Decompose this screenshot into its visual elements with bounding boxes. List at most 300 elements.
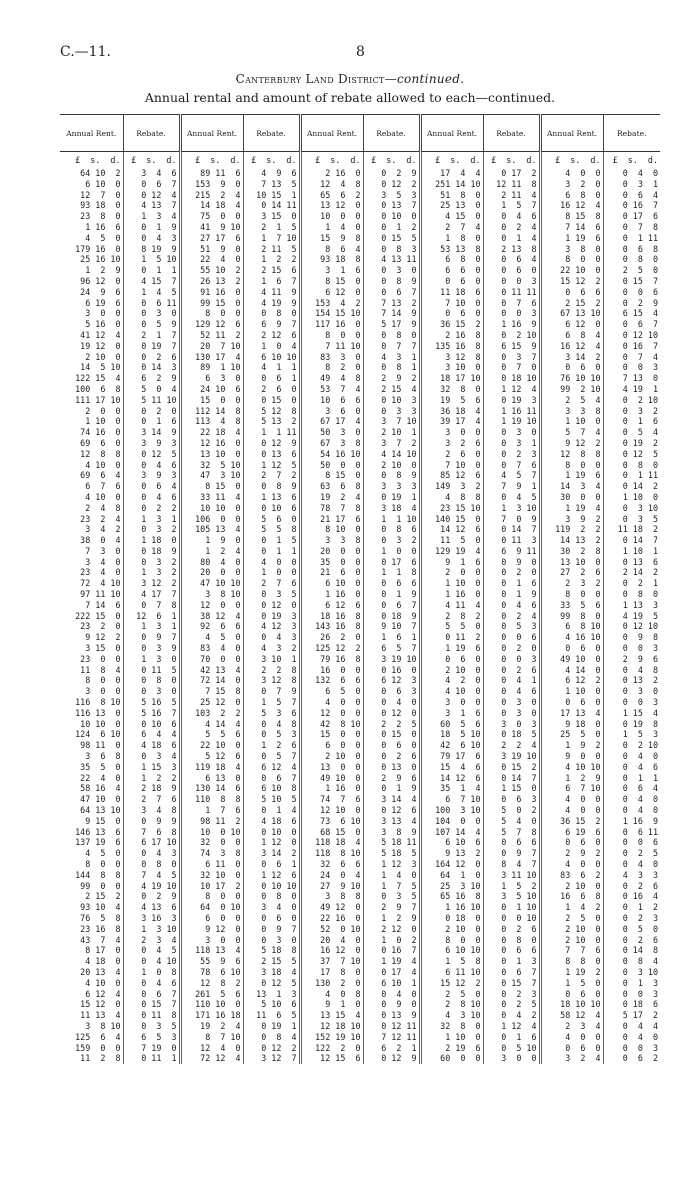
annual-rent-cell: 2 16 0 <box>300 168 363 179</box>
rebate-cell: 0 19 3 <box>483 395 540 406</box>
rebate-cell: 0 2 10 <box>603 395 660 406</box>
rebate-cell: 0 2 6 <box>483 924 540 935</box>
annual-rent-cell: 18 5 10 <box>420 729 483 740</box>
annual-rent-cell: 6 8 0 <box>420 254 483 265</box>
annual-rent-cell: 21 17 6 <box>300 514 363 525</box>
rebate-cell: 0 16 0 <box>363 665 420 676</box>
rebate-cell: 4 17 7 <box>123 589 180 600</box>
rebate-cell: 0 15 7 <box>483 978 540 989</box>
annual-rent-cell: 152 19 10 <box>300 1032 363 1043</box>
annual-rent-cell: 4 5 0 <box>180 632 243 643</box>
rebate-cell: 0 1 6 <box>483 578 540 589</box>
annual-rent-cell: 37 7 10 <box>300 956 363 967</box>
annual-rent-cell: 12 8 8 <box>540 449 603 460</box>
rebate-cell: 0 9 7 <box>123 632 180 643</box>
annual-rent-cell: 35 0 0 <box>300 557 363 568</box>
annual-rent-cell: 30 2 8 <box>540 546 603 557</box>
annual-rent-cell: 24 0 4 <box>300 870 363 881</box>
annual-rent-cell: 113 4 8 <box>180 416 243 427</box>
rebate-cell: 0 6 11 <box>603 827 660 838</box>
rebate-cell: 6 10 10 <box>243 352 300 363</box>
rebate-cell: 0 6 7 <box>483 967 540 978</box>
rebate-cell: 4 18 6 <box>123 740 180 751</box>
annual-rent-cell: 8 7 10 <box>180 1032 243 1043</box>
rebate-cell: 1 13 3 <box>603 600 660 611</box>
annual-rent-cell: 4 8 8 <box>420 492 483 503</box>
rebate-cell: 4 1 1 <box>243 362 300 373</box>
rebate-cell: 0 12 5 <box>603 449 660 460</box>
rebate-cell: 0 11 1 <box>123 1053 180 1064</box>
rebate-cell: 0 10 6 <box>123 719 180 730</box>
rebate-cell: 0 4 5 <box>483 492 540 503</box>
rebate-cell: 0 14 2 <box>603 481 660 492</box>
rebate-cell: 3 14 2 <box>243 848 300 859</box>
rebate-cell: 5 18 5 <box>363 848 420 859</box>
rebate-cell: 0 2 5 <box>603 848 660 859</box>
annual-rent-cell: 98 11 0 <box>80 740 121 751</box>
rebate-cell: 2 9 6 <box>603 654 660 665</box>
rebate-cell: 0 9 7 <box>243 924 300 935</box>
annual-rent-cell: 15 0 0 <box>180 395 243 406</box>
annual-rent-cell: 22 10 0 <box>180 740 243 751</box>
rebate-cell: 7 13 0 <box>603 373 660 384</box>
rebate-cell: 0 7 8 <box>603 222 660 233</box>
annual-rent-cell: 4 14 0 <box>540 665 603 676</box>
rebate-cell: 13 1 3 <box>243 989 300 1000</box>
rebate-cell: 0 6 1 <box>243 859 300 870</box>
annual-rent-cell: 215 2 4 <box>180 190 243 201</box>
annual-rent-cell: 2 3 2 <box>540 578 603 589</box>
annual-rent-cell: 19 2 4 <box>180 1021 243 1032</box>
rebate-cell: 5 10 6 <box>243 999 300 1010</box>
rebate-cell: 0 18 10 <box>483 373 540 384</box>
rebate-cell: 0 4 0 <box>603 859 660 870</box>
table-row <box>60 200 660 211</box>
annual-rent-cell: 15 12 0 <box>80 999 121 1010</box>
annual-rent-cell: 6 7 10 <box>540 783 603 794</box>
annual-rent-cell: 1 10 0 <box>420 578 483 589</box>
rebate-cell: 1 3 1 <box>123 621 180 632</box>
annual-rent-cell: 20 0 0 <box>180 567 243 578</box>
rebate-cell: 0 13 0 <box>363 762 420 773</box>
annual-rent-cell: 164 12 0 <box>420 859 483 870</box>
annual-rent-cell: 3 8 10 <box>180 589 243 600</box>
rebate-cell: 0 2 4 <box>483 222 540 233</box>
annual-rent-cell: 89 1 10 <box>180 362 243 373</box>
annual-rent-cell: 85 12 6 <box>420 470 483 481</box>
rebate-cell: 0 6 0 <box>363 740 420 751</box>
rebate-cell: 1 5 3 <box>603 729 660 740</box>
rebate-cell: 0 5 3 <box>243 729 300 740</box>
rebate-cell: 0 6 2 <box>603 1053 660 1064</box>
table-row <box>60 460 660 471</box>
annual-rent-cell: 6 7 10 <box>420 794 483 805</box>
rebate-cell: 4 0 0 <box>243 557 300 568</box>
rebate-cell: 0 7 6 <box>483 460 540 471</box>
annual-rent-cell: 116 8 10 <box>75 697 121 708</box>
annual-rent-cell: 9 0 0 <box>540 751 603 762</box>
rebate-cell: 2 3 4 <box>123 935 180 946</box>
annual-rent-cell: 125 12 2 <box>300 643 363 654</box>
annual-rent-cell: 55 9 6 <box>180 956 243 967</box>
rebate-cell: 6 5 3 <box>123 1032 180 1043</box>
annual-rent-cell: 8 8 0 <box>540 956 603 967</box>
annual-rent-cell: 12 7 0 <box>80 189 121 200</box>
rebate-cell: 0 4 6 <box>483 211 540 222</box>
table-body <box>60 152 660 1065</box>
annual-rent-cell: 8 0 0 <box>180 891 243 902</box>
table-row <box>60 924 660 935</box>
rebate-cell: 7 4 5 <box>123 870 180 881</box>
table-row <box>60 168 660 179</box>
rebate-cell: 6 17 10 <box>123 837 180 848</box>
rebate-cell: 0 3 2 <box>603 406 660 417</box>
rebate-cell: 0 3 0 <box>363 265 420 276</box>
rebate-cell: 0 15 0 <box>243 395 300 406</box>
annual-rent-cell: 18 16 8 <box>300 611 363 622</box>
annual-rent-cell: 105 13 4 <box>180 524 243 535</box>
rebate-cell: 11 6 5 <box>243 1010 300 1021</box>
rebate-cell: 0 1 10 <box>483 902 540 913</box>
annual-rent-cell: 39 17 4 <box>420 416 483 427</box>
rebate-cell: 2 7 2 <box>243 470 300 481</box>
annual-rent-cell: 10 10 0 <box>80 718 121 729</box>
rebate-cell: 2 7 6 <box>243 578 300 589</box>
rebate-cell: 0 1 5 <box>243 535 300 546</box>
annual-rent-cell: 79 17 6 <box>420 751 483 762</box>
table-row <box>60 589 660 600</box>
annual-rent-cell: 3 14 2 <box>540 352 603 363</box>
rebate-cell: 2 11 4 <box>483 190 540 201</box>
annual-rent-cell: 4 5 0 <box>85 848 121 859</box>
annual-rent-cell: 4 16 10 <box>540 632 603 643</box>
rebate-cell: 0 2 0 <box>123 406 180 417</box>
table-row <box>60 762 660 773</box>
rebate-cell: 0 3 0 <box>483 427 540 438</box>
annual-rent-cell: 6 0 0 <box>180 913 243 924</box>
annual-rent-cell: 64 0 10 <box>180 902 243 913</box>
rebate-cell: 0 3 0 <box>243 935 300 946</box>
annual-rent-cell: 32 8 0 <box>420 1021 483 1032</box>
rebate-cell: 0 3 5 <box>123 1021 180 1032</box>
rebate-cell: 0 8 4 <box>243 1032 300 1043</box>
rebate-cell: 0 2 5 <box>483 999 540 1010</box>
rebate-cell: 3 14 9 <box>123 427 180 438</box>
rebate-cell: 0 6 4 <box>603 190 660 201</box>
rebate-table <box>60 114 660 1064</box>
annual-rent-cell: 0 11 2 <box>420 632 483 643</box>
rebate-cell: 0 12 9 <box>363 1053 420 1064</box>
table-row <box>60 492 660 503</box>
annual-rent-cell: 64 13 10 <box>80 805 121 816</box>
annual-rent-cell: 1 19 2 <box>540 967 603 978</box>
annual-rent-cell: 6 12 6 <box>300 600 363 611</box>
rebate-cell: 4 19 5 <box>603 611 660 622</box>
rebate-cell: 0 2 3 <box>603 913 660 924</box>
rebate-cell: 1 5 7 <box>243 697 300 708</box>
annual-rent-cell: 1 16 10 <box>420 902 483 913</box>
rebate-cell: 5 11 10 <box>123 395 180 406</box>
rebate-cell: 0 12 5 <box>243 978 300 989</box>
rebate-cell: 1 6 7 <box>243 276 300 287</box>
annual-rent-cell: 47 3 10 <box>180 470 243 481</box>
units-cell: £ s. d. <box>243 152 300 169</box>
rebate-cell: 0 4 1 <box>483 675 540 686</box>
rebate-cell: 0 8 0 <box>123 859 180 870</box>
annual-rent-cell: 33 11 4 <box>180 492 243 503</box>
annual-rent-cell: 103 2 2 <box>180 708 243 719</box>
rebate-cell: 7 9 1 <box>483 481 540 492</box>
annual-rent-cell: 49 10 0 <box>300 773 363 784</box>
rebate-cell: 0 18 6 <box>603 999 660 1010</box>
annual-rent-cell: 14 12 6 <box>420 524 483 535</box>
rebate-cell: 0 8 3 <box>363 244 420 255</box>
annual-rent-cell: 1 19 4 <box>540 503 603 514</box>
rebate-cell: 0 4 3 <box>123 233 180 244</box>
rebate-cell: 0 5 0 <box>603 924 660 935</box>
rebate-cell: 2 5 0 <box>603 265 660 276</box>
rebate-cell: 1 3 10 <box>123 924 180 935</box>
annual-rent-cell: 23 4 0 <box>80 567 121 578</box>
annual-rent-cell: 12 4 8 <box>300 179 363 190</box>
rebate-cell: 0 1 2 <box>603 902 660 913</box>
annual-rent-cell: 6 3 0 <box>180 373 243 384</box>
annual-rent-cell: 68 15 0 <box>300 827 363 838</box>
table-row <box>60 978 660 989</box>
rebate-cell: 5 17 9 <box>363 319 420 330</box>
table-row <box>60 546 660 557</box>
rebate-cell: 0 3 4 <box>123 751 180 762</box>
annual-rent-cell: 13 10 0 <box>180 449 243 460</box>
rebate-cell: 1 0 0 <box>243 567 300 578</box>
rebate-cell: 0 16 7 <box>363 945 420 956</box>
rebate-cell: 1 15 3 <box>123 762 180 773</box>
annual-rent-cell: 76 5 8 <box>80 912 121 923</box>
rebate-cell: 0 0 3 <box>603 643 660 654</box>
rebate-cell: 0 4 2 <box>483 1010 540 1021</box>
units-cell: £ s. d. <box>483 152 540 169</box>
rebate-cell: 0 1 6 <box>483 1032 540 1043</box>
rebate-cell: 2 10 0 <box>363 460 420 471</box>
rebate-cell: 0 14 7 <box>483 524 540 535</box>
table-row <box>60 837 660 848</box>
rebate-cell: 0 6 1 <box>243 373 300 384</box>
column-header-annual-rent: Annual Rent. <box>300 115 363 152</box>
annual-rent-cell: 8 17 0 <box>85 945 121 956</box>
table-row <box>60 935 660 946</box>
annual-rent-cell: 15 4 6 <box>420 762 483 773</box>
rebate-cell: 0 6 7 <box>363 600 420 611</box>
annual-rent-cell: 6 10 0 <box>300 578 363 589</box>
rebate-cell: 0 10 0 <box>243 827 300 838</box>
annual-rent-cell: 2 15 2 <box>85 891 121 902</box>
rebate-cell: 3 4 8 <box>123 805 180 816</box>
annual-rent-cell: 16 12 0 <box>300 945 363 956</box>
annual-rent-cell: 16 0 0 <box>300 665 363 676</box>
annual-rent-cell: 130 17 4 <box>180 352 243 363</box>
annual-rent-cell: 1 4 0 <box>300 222 363 233</box>
rebate-cell: 0 6 7 <box>123 179 180 190</box>
annual-rent-cell: 6 19 6 <box>540 827 603 838</box>
table-row <box>60 362 660 373</box>
table-row <box>60 632 660 643</box>
annual-rent-cell: 96 12 0 <box>80 275 121 286</box>
rebate-cell: 0 16 4 <box>603 891 660 902</box>
annual-rent-cell: 21 6 0 <box>300 567 363 578</box>
annual-rent-cell: 9 12 2 <box>85 632 121 643</box>
rebate-cell: 0 0 6 <box>483 632 540 643</box>
annual-rent-cell: 1 16 0 <box>300 783 363 794</box>
annual-rent-cell: 3 3 8 <box>300 535 363 546</box>
rebate-cell: 2 15 6 <box>243 265 300 276</box>
table-row <box>60 179 660 190</box>
annual-rent-cell: 179 16 0 <box>75 243 121 254</box>
rebate-cell: 0 1 9 <box>363 589 420 600</box>
column-header-annual-rent: Annual Rent. <box>60 115 123 152</box>
rebate-cell: 0 8 9 <box>243 481 300 492</box>
rebate-cell: 0 1 3 <box>483 956 540 967</box>
rebate-cell: 0 15 0 <box>363 729 420 740</box>
annual-rent-cell: 74 7 6 <box>300 794 363 805</box>
annual-rent-cell: 6 12 0 <box>540 319 603 330</box>
annual-rent-cell: 1 10 0 <box>420 1032 483 1043</box>
annual-rent-cell: 137 19 6 <box>75 837 121 848</box>
rebate-cell: 6 9 7 <box>243 319 300 330</box>
annual-rent-cell: 9 1 6 <box>420 557 483 568</box>
annual-rent-cell: 99 15 0 <box>180 298 243 309</box>
rebate-cell: 2 13 8 <box>483 244 540 255</box>
annual-rent-cell: 43 7 4 <box>80 934 121 945</box>
rebate-cell: 3 4 0 <box>243 902 300 913</box>
annual-rent-cell: 8 0 0 <box>300 330 363 341</box>
rebate-cell: 0 4 3 <box>243 632 300 643</box>
table-row <box>60 913 660 924</box>
rebate-cell: 2 1 7 <box>123 330 180 341</box>
annual-rent-cell: 11 2 8 <box>80 1053 121 1064</box>
annual-rent-cell: 70 0 0 <box>180 654 243 665</box>
annual-rent-cell: 72 14 0 <box>180 675 243 686</box>
rebate-cell: 1 12 6 <box>243 870 300 881</box>
rebate-cell: 0 4 8 <box>243 719 300 730</box>
rebate-cell: 0 12 4 <box>123 190 180 201</box>
table-row <box>60 665 660 676</box>
rebate-cell: 6 4 4 <box>123 729 180 740</box>
annual-rent-cell: 3 12 8 <box>420 352 483 363</box>
annual-rent-cell: 18 17 10 <box>420 373 483 384</box>
annual-rent-cell: 4 0 8 <box>300 989 363 1000</box>
rebate-cell: 2 11 5 <box>243 244 300 255</box>
annual-rent-cell: 4 18 0 <box>85 956 121 967</box>
rebate-cell: 2 12 0 <box>363 924 420 935</box>
rebate-cell: 5 7 8 <box>483 827 540 838</box>
table-row <box>60 276 660 287</box>
rebate-cell: 0 6 3 <box>483 794 540 805</box>
rebate-cell: 3 19 10 <box>363 654 420 665</box>
table-row <box>60 438 660 449</box>
section-title <box>0 72 700 86</box>
rebate-cell: 4 5 7 <box>483 470 540 481</box>
rebate-cell: 1 2 2 <box>123 773 180 784</box>
annual-rent-cell: 4 0 0 <box>540 168 603 179</box>
annual-rent-cell: 1 16 0 <box>420 589 483 600</box>
rebate-cell: 1 10 0 <box>603 492 660 503</box>
rebate-cell: 7 13 5 <box>243 179 300 190</box>
annual-rent-cell: 83 6 2 <box>540 870 603 881</box>
annual-rent-cell: 4 0 0 <box>540 794 603 805</box>
annual-rent-cell: 14 13 2 <box>540 535 603 546</box>
table-row <box>60 287 660 298</box>
units-cell: £ s. d. <box>540 152 603 169</box>
rebate-cell: 0 4 6 <box>483 686 540 697</box>
rebate-cell: 0 12 0 <box>363 708 420 719</box>
annual-rent-cell: 11 5 0 <box>420 535 483 546</box>
rebate-cell: 0 1 6 <box>123 416 180 427</box>
rebate-cell: 0 6 6 <box>483 837 540 848</box>
annual-rent-cell: 52 11 2 <box>180 330 243 341</box>
rebate-cell: 0 10 3 <box>363 395 420 406</box>
rebate-cell: 3 9 3 <box>123 438 180 449</box>
annual-rent-cell: 8 15 8 <box>540 211 603 222</box>
annual-rent-cell: 99 0 0 <box>80 880 121 891</box>
annual-rent-cell: 4 15 0 <box>420 211 483 222</box>
rebate-cell: 0 3 5 <box>603 514 660 525</box>
rebate-cell: 0 3 10 <box>603 503 660 514</box>
rebate-cell: 0 11 3 <box>483 535 540 546</box>
annual-rent-cell: 60 0 0 <box>420 1053 483 1064</box>
rebate-cell: 0 7 8 <box>123 600 180 611</box>
annual-rent-cell: 144 8 8 <box>75 869 121 880</box>
rebate-cell: 2 9 7 <box>363 902 420 913</box>
annual-rent-cell: 3 6 0 <box>300 406 363 417</box>
annual-rent-cell: 0 6 6 <box>540 287 603 298</box>
rebate-cell: 4 18 6 <box>243 816 300 827</box>
units-cell: £ s. d. <box>363 152 420 169</box>
rebate-cell: 0 8 0 <box>123 675 180 686</box>
annual-rent-cell: 13 12 0 <box>300 200 363 211</box>
table-row <box>60 427 660 438</box>
rebate-cell: 0 4 10 <box>123 956 180 967</box>
annual-rent-cell: 19 12 0 <box>80 340 121 351</box>
annual-rent-cell: 8 0 0 <box>180 308 243 319</box>
table-row <box>60 740 660 751</box>
annual-rent-cell: 69 6 0 <box>80 437 121 448</box>
annual-rent-cell: 10 17 2 <box>180 881 243 892</box>
annual-rent-cell: 2 0 0 <box>85 405 121 416</box>
annual-rent-cell: 2 10 0 <box>300 751 363 762</box>
table-row <box>60 600 660 611</box>
annual-rent-cell: 18 10 10 <box>540 999 603 1010</box>
rebate-cell: 3 0 3 <box>483 719 540 730</box>
rebate-cell: 0 0 3 <box>603 1043 660 1054</box>
annual-rent-cell: 2 10 0 <box>540 924 603 935</box>
annual-rent-cell: 9 12 0 <box>180 924 243 935</box>
annual-rent-cell: 1 4 2 <box>540 902 603 913</box>
rebate-cell: 6 12 4 <box>243 762 300 773</box>
annual-rent-cell: 6 12 0 <box>300 287 363 298</box>
rebate-cell: 0 10 6 <box>243 503 300 514</box>
annual-rent-cell: 23 2 4 <box>80 513 121 524</box>
rebate-cell: 3 16 3 <box>123 913 180 924</box>
rebate-cell: 0 6 4 <box>483 254 540 265</box>
rebate-cell: 3 18 4 <box>243 967 300 978</box>
rebate-cell: 0 1 2 <box>363 222 420 233</box>
annual-rent-cell: 124 6 10 <box>75 729 121 740</box>
annual-rent-cell: 154 15 10 <box>300 308 363 319</box>
rebate-cell: 2 10 1 <box>363 427 420 438</box>
annual-rent-cell: 2 19 6 <box>420 1043 483 1054</box>
rebate-cell: 0 10 10 <box>243 881 300 892</box>
rebate-cell: 1 12 0 <box>243 837 300 848</box>
